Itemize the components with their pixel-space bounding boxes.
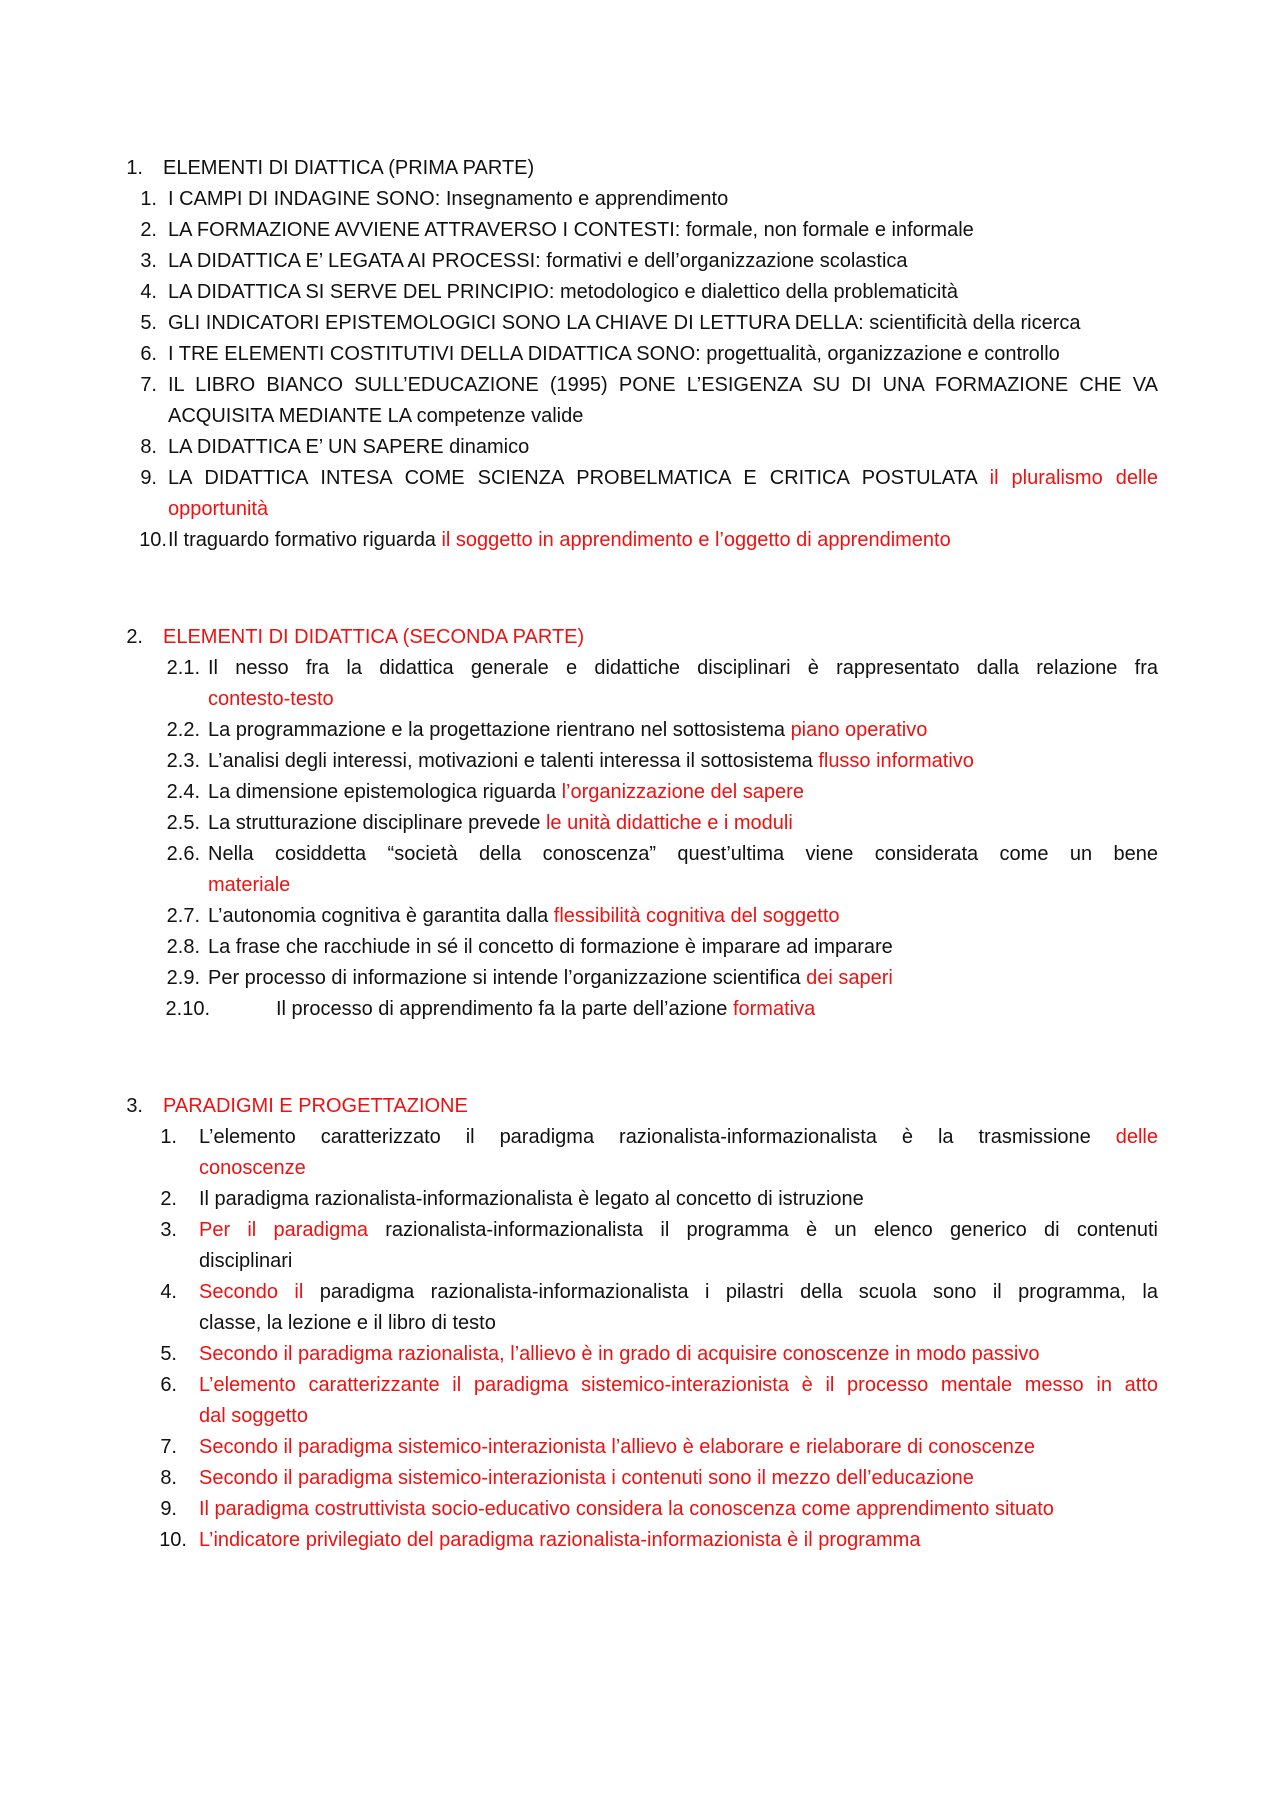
- section-number: 1.: [126, 157, 143, 179]
- list-item: [0, 1525, 1280, 1556]
- list-item-number: 5.: [140, 312, 157, 334]
- list-item-text-red: L’elemento caratterizzante il paradigma sistemico-interazionista è il processo mentale messo in atto: [199, 1374, 1158, 1396]
- list-item: [0, 184, 1280, 215]
- list-item: [0, 1277, 1280, 1308]
- list-item-number: 2.: [140, 219, 157, 241]
- list-item-text: La frase che racchiude in sé il concetto di formazione è imparare ad imparare: [208, 936, 893, 958]
- list-item-number: 2.9.: [166, 967, 200, 989]
- list-item: [0, 653, 1280, 684]
- list-item-number: 2.1.: [166, 657, 200, 679]
- list-item-text-black: Il traguardo formativo riguarda: [168, 529, 436, 551]
- list-item-text: I TRE ELEMENTI COSTITUTIVI DELLA DIDATTICA SONO: progettualità, organizzazione e controllo: [168, 343, 1060, 365]
- list-item-continuation: [0, 1401, 1280, 1432]
- list-item-continuation: [0, 1308, 1280, 1339]
- list-item-text-red: flessibilità cognitiva del soggetto: [553, 905, 840, 927]
- list-item: [0, 1184, 1280, 1215]
- list-item-number: 7.: [140, 374, 157, 396]
- list-item: [0, 1432, 1280, 1463]
- list-item-text: [276, 994, 815, 1025]
- list-item-number: 1.: [140, 188, 157, 210]
- list-item: [0, 215, 1280, 246]
- list-item-text: [208, 777, 804, 808]
- list-item: [0, 1494, 1280, 1525]
- list-item-text: classe, la lezione e il libro di testo: [199, 1312, 496, 1334]
- list-item-text-red: conoscenze: [199, 1157, 306, 1179]
- list-item: [0, 808, 1280, 839]
- list-item-text: [208, 963, 893, 994]
- list-item-text-red: Secondo il: [199, 1281, 304, 1303]
- list-item: [0, 525, 1280, 556]
- list-item-text-black: L’analisi degli interessi, motivazioni e talenti interessa il sottosistema: [208, 750, 813, 772]
- list-item-number: 8.: [160, 1467, 177, 1489]
- list-item-number: 6.: [160, 1374, 177, 1396]
- list-item-number: 2.4.: [166, 781, 200, 803]
- list-item-text-red: Il paradigma costruttivista socio-educativo considera la conoscenza come apprendimento situato: [199, 1498, 1054, 1520]
- list-item: [0, 746, 1280, 777]
- list-item-text-black: LA DIDATTICA INTESA COME SCIENZA PROBELMATICA E CRITICA POSTULATA: [168, 467, 977, 489]
- list-item-text: [208, 715, 927, 746]
- list-item-text: disciplinari: [199, 1250, 293, 1272]
- list-item-text: [208, 746, 974, 777]
- list-item-text-red: l’organizzazione del sapere: [561, 781, 804, 803]
- list-item-text-red: contesto-testo: [208, 688, 334, 710]
- list-item: [0, 777, 1280, 808]
- list-item: [0, 370, 1280, 401]
- list-item-text: Nella cosiddetta “società della conoscenza” quest’ultima viene considerata come un bene: [208, 843, 1158, 865]
- list-item: [0, 1339, 1280, 1370]
- list-item-number: 4.: [140, 281, 157, 303]
- list-item-text: [208, 808, 793, 839]
- list-item-text: [208, 901, 840, 932]
- list-item-number: 6.: [140, 343, 157, 365]
- list-item-number: 2.: [160, 1188, 177, 1210]
- list-item-text: Il paradigma razionalista-informazionalista è legato al concetto di istruzione: [199, 1188, 864, 1210]
- list-item-text-black: La dimensione epistemologica riguarda: [208, 781, 556, 803]
- list-item-text: [199, 1122, 1158, 1153]
- section-title-text: ELEMENTI DI DIDATTICA (SECONDA PARTE): [163, 626, 585, 648]
- list-item: [0, 715, 1280, 746]
- list-item-number: 2.3.: [166, 750, 200, 772]
- list-item-number: 3.: [160, 1219, 177, 1241]
- list-item: [0, 963, 1280, 994]
- list-item-number: 9.: [140, 467, 157, 489]
- list-item-number: 4.: [160, 1281, 177, 1303]
- list-item-text-black: Il processo di apprendimento fa la parte dell’azione: [276, 998, 728, 1020]
- list-item-text-black: L’elemento caratterizzato il paradigma razionalista-informazionalista è la trasmissione: [199, 1126, 1091, 1148]
- list-item-text: GLI INDICATORI EPISTEMOLOGICI SONO LA CHIAVE DI LETTURA DELLA: scientificità della ricerca: [168, 312, 1081, 334]
- list-item: [0, 1370, 1280, 1401]
- list-item-text-red: il soggetto in apprendimento e l’oggetto di apprendimento: [441, 529, 951, 551]
- list-item-text-red: piano operativo: [790, 719, 928, 741]
- list-item-text-red: dei saperi: [806, 967, 893, 989]
- list-item-text-red: formativa: [732, 998, 816, 1020]
- list-item-text-red: Secondo il paradigma razionalista, l’allievo è in grado di acquisire conoscenze in modo passivo: [199, 1343, 1040, 1365]
- list-item-text: LA DIDATTICA E’ LEGATA AI PROCESSI: formativi e dell’organizzazione scolastica: [168, 250, 908, 272]
- list-item: [0, 277, 1280, 308]
- list-item-text-red: le unità didattiche e i moduli: [545, 812, 793, 834]
- list-item-number: 2.5.: [166, 812, 200, 834]
- list-item-number: 10.: [139, 529, 167, 551]
- list-item-text-black: La programmazione e la progettazione rientrano nel sottosistema: [208, 719, 785, 741]
- list-item-text-black: razionalista-informazionalista il programma è un elenco generico di contenuti: [385, 1219, 1158, 1241]
- list-item-text-black: L’autonomia cognitiva è garantita dalla: [208, 905, 549, 927]
- list-item-continuation: [0, 1246, 1280, 1277]
- list-item-number: 2.6.: [166, 843, 200, 865]
- list-item: [0, 1122, 1280, 1153]
- list-item: [0, 932, 1280, 963]
- list-item-text-red: dal soggetto: [199, 1405, 308, 1427]
- list-item-number: 1.: [160, 1126, 177, 1148]
- list-item-text: [199, 1277, 1158, 1308]
- list-item-text-black: Per processo di informazione si intende l’organizzazione scientifica: [208, 967, 801, 989]
- list-item-number: 5.: [160, 1343, 177, 1365]
- list-item-continuation: [0, 870, 1280, 901]
- section-title-text: ELEMENTI DI DIATTICA (PRIMA PARTE): [163, 157, 535, 179]
- list-item-continuation: [0, 401, 1280, 432]
- list-item: [0, 308, 1280, 339]
- list-item-number: 2.10.: [165, 998, 210, 1020]
- list-item-number: 3.: [140, 250, 157, 272]
- list-item-continuation: [0, 684, 1280, 715]
- list-item-text: LA FORMAZIONE AVVIENE ATTRAVERSO I CONTESTI: formale, non formale e informale: [168, 219, 974, 241]
- list-item-text-red: Secondo il paradigma sistemico-interazionista l’allievo è elaborare e rielaborare di conoscenze: [199, 1436, 1036, 1458]
- list-item-text-red: Per il paradigma: [199, 1219, 368, 1241]
- section-title: [0, 153, 1280, 184]
- list-item-text-black: paradigma razionalista-informazionalista i pilastri della scuola sono il programma, la: [319, 1281, 1158, 1303]
- list-item-text: [199, 1215, 1158, 1246]
- list-item: [0, 1215, 1280, 1246]
- list-item-text-red: L’indicatore privilegiato del paradigma razionalista-informazionista è il programma: [199, 1529, 921, 1551]
- list-item-text-red: delle: [1115, 1126, 1158, 1148]
- list-item-number: 8.: [140, 436, 157, 458]
- list-item-text: LA DIDATTICA SI SERVE DEL PRINCIPIO: metodologico e dialettico della problematicità: [168, 281, 958, 303]
- list-item-text: Il nesso fra la didattica generale e didattiche disciplinari è rappresentato dalla relazione fra: [208, 657, 1158, 679]
- list-item-text: IL LIBRO BIANCO SULL’EDUCAZIONE (1995) PONE L’ESIGENZA SU DI UNA FORMAZIONE CHE VA: [168, 374, 1158, 396]
- list-item-number: 2.7.: [166, 905, 200, 927]
- list-item: [0, 463, 1280, 494]
- list-item-number: 9.: [160, 1498, 177, 1520]
- list-item-continuation: [0, 494, 1280, 525]
- list-item-text-red: materiale: [208, 874, 291, 896]
- list-item-continuation: [0, 1153, 1280, 1184]
- list-item-text: [168, 463, 1158, 494]
- section-number: 2.: [126, 626, 143, 648]
- list-item-text-red: il pluralismo delle: [989, 467, 1158, 489]
- list-item-number: 2.2.: [166, 719, 200, 741]
- list-item-number: 2.8.: [166, 936, 200, 958]
- list-item-text-red: opportunità: [168, 498, 269, 520]
- list-item-text: ACQUISITA MEDIANTE LA competenze valide: [168, 405, 584, 427]
- list-item-text: I CAMPI DI INDAGINE SONO: Insegnamento e apprendimento: [168, 188, 729, 210]
- list-item: [0, 432, 1280, 463]
- list-item-text-red: Secondo il paradigma sistemico-interazionista i contenuti sono il mezzo dell’educazione: [199, 1467, 974, 1489]
- list-item-text-black: La strutturazione disciplinare prevede: [208, 812, 541, 834]
- section-number: 3.: [126, 1095, 143, 1117]
- list-item-text-red: flusso informativo: [818, 750, 974, 772]
- list-item: [0, 901, 1280, 932]
- section-title: [0, 622, 1280, 653]
- list-item: [0, 246, 1280, 277]
- list-item: [0, 1463, 1280, 1494]
- section-title: [0, 1091, 1280, 1122]
- list-item: [0, 994, 1280, 1025]
- list-item-text: LA DIDATTICA E’ UN SAPERE dinamico: [168, 436, 530, 458]
- section-title-text: PARADIGMI E PROGETTAZIONE: [163, 1095, 468, 1117]
- list-item: [0, 339, 1280, 370]
- list-item-number: 10.: [159, 1529, 187, 1551]
- list-item-text: [168, 525, 951, 556]
- list-item: [0, 839, 1280, 870]
- list-item-number: 7.: [160, 1436, 177, 1458]
